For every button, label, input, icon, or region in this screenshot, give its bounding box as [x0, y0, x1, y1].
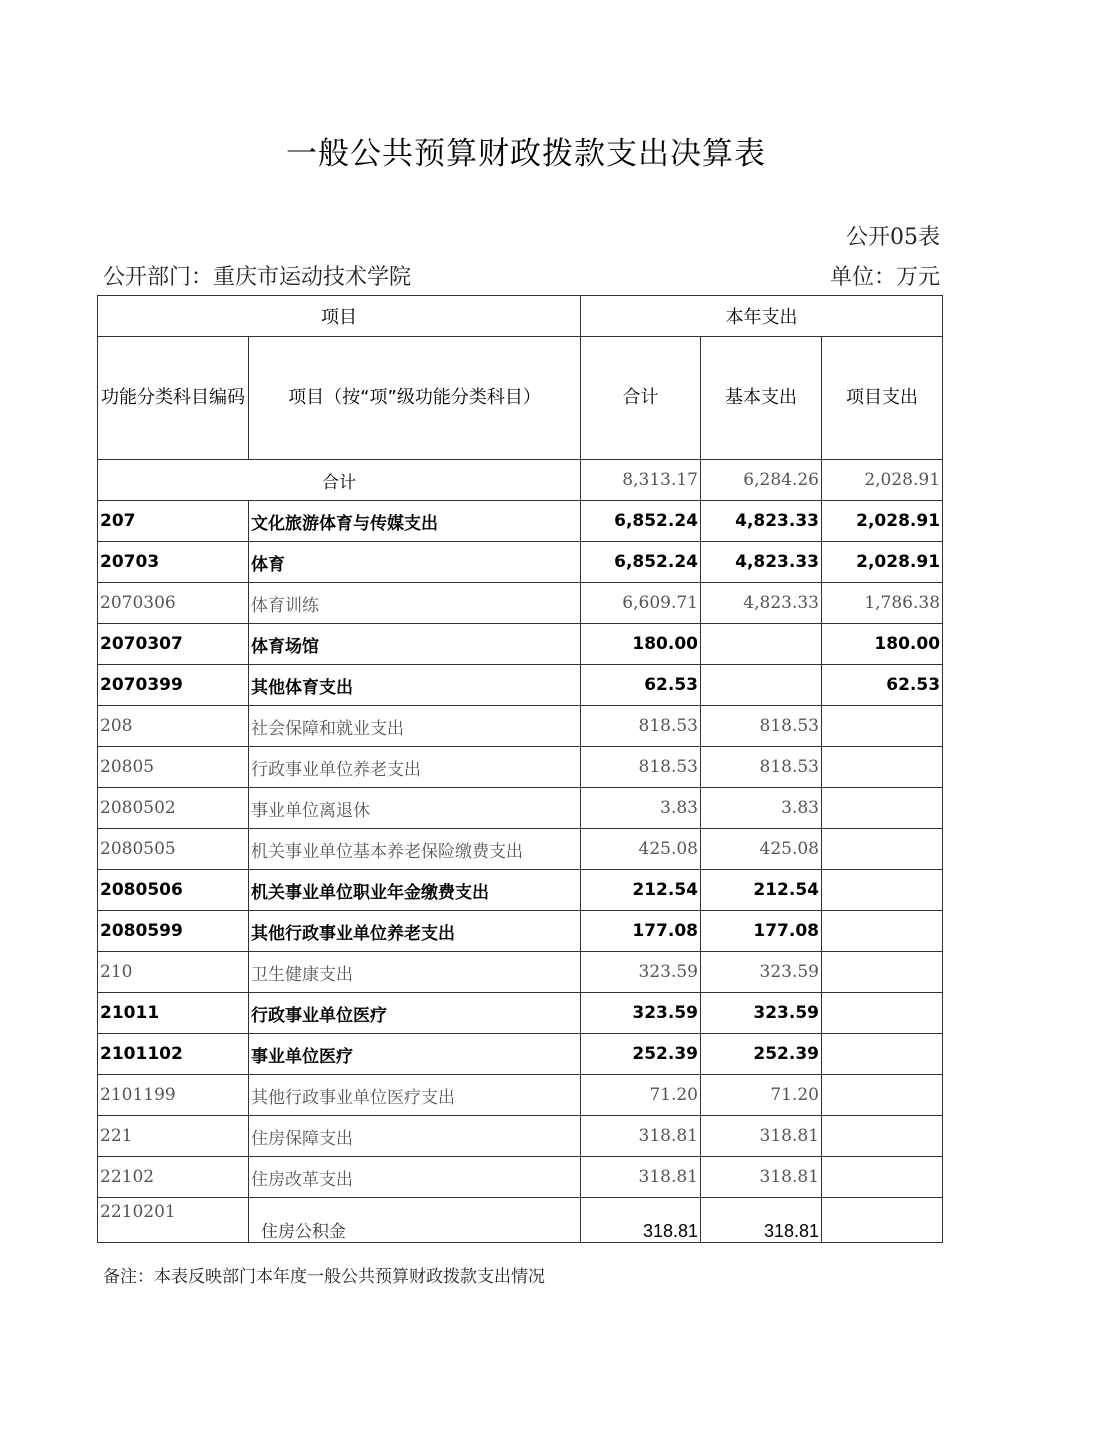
row-code: 2080505 [98, 829, 249, 870]
department-label: 公开部门：重庆市运动技术学院 [103, 265, 412, 290]
row-name: 事业单位离退休 [249, 788, 581, 829]
table-row [98, 1198, 943, 1243]
row-basic: 177.08 [701, 911, 822, 952]
row-basic: 318.81 [701, 1157, 822, 1198]
row-basic: 4,823.33 [701, 501, 822, 542]
row-project [822, 952, 943, 993]
table-row [98, 1116, 943, 1157]
row-name: 行政事业单位养老支出 [249, 747, 581, 788]
row-project: 1,786.38 [822, 583, 943, 624]
row-total: 6,852.24 [581, 542, 701, 583]
row-name: 体育训练 [249, 583, 581, 624]
row-name: 卫生健康支出 [249, 952, 581, 993]
row-basic: 323.59 [701, 952, 822, 993]
header-basic: 基本支出 [701, 337, 822, 460]
row-name: 文化旅游体育与传媒支出 [249, 501, 581, 542]
row-project [822, 706, 943, 747]
row-code: 2080506 [98, 870, 249, 911]
row-total: 212.54 [581, 870, 701, 911]
table-row [98, 993, 943, 1034]
header-total: 合计 [581, 337, 701, 460]
row-project [822, 747, 943, 788]
row-code: 221 [98, 1116, 249, 1157]
row-project [822, 1198, 943, 1243]
row-total: 6,609.71 [581, 583, 701, 624]
row-basic: 252.39 [701, 1034, 822, 1075]
header-row-top [98, 296, 943, 337]
row-code: 208 [98, 706, 249, 747]
header-year-expense: 本年支出 [581, 296, 943, 337]
table-row [98, 829, 943, 870]
row-basic [701, 665, 822, 706]
row-basic: 318.81 [701, 1116, 822, 1157]
row-project: 62.53 [822, 665, 943, 706]
row-project [822, 1075, 943, 1116]
row-project [822, 788, 943, 829]
row-total: 425.08 [581, 829, 701, 870]
row-total: 177.08 [581, 911, 701, 952]
row-project [822, 993, 943, 1034]
row-name: 其他行政事业单位医疗支出 [249, 1075, 581, 1116]
row-code: 2070399 [98, 665, 249, 706]
row-basic: 4,823.33 [701, 542, 822, 583]
table-row [98, 911, 943, 952]
total-basic: 6,284.26 [701, 460, 822, 501]
table-row [98, 665, 943, 706]
table-row [98, 1034, 943, 1075]
row-name: 其他行政事业单位养老支出 [249, 911, 581, 952]
row-basic: 323.59 [701, 993, 822, 1034]
total-project: 2,028.91 [822, 460, 943, 501]
row-project: 2,028.91 [822, 501, 943, 542]
row-name: 体育场馆 [249, 624, 581, 665]
row-basic: 818.53 [701, 747, 822, 788]
row-total: 62.53 [581, 665, 701, 706]
row-total: 318.81 [581, 1198, 701, 1243]
row-total: 318.81 [581, 1116, 701, 1157]
header-name: 项目（按“项”级功能分类科目） [249, 337, 581, 460]
header-item: 项目 [98, 296, 581, 337]
row-code: 22102 [98, 1157, 249, 1198]
table-row [98, 747, 943, 788]
unit-label: 单位：万元 [829, 265, 940, 290]
row-basic: 318.81 [701, 1198, 822, 1243]
row-total: 318.81 [581, 1157, 701, 1198]
row-basic: 3.83 [701, 788, 822, 829]
row-project [822, 911, 943, 952]
row-project [822, 829, 943, 870]
row-total: 180.00 [581, 624, 701, 665]
table-row [98, 501, 943, 542]
total-label: 合计 [98, 460, 581, 501]
row-name: 事业单位医疗 [249, 1034, 581, 1075]
row-total: 818.53 [581, 706, 701, 747]
table-row [98, 1075, 943, 1116]
row-total: 3.83 [581, 788, 701, 829]
footnote: 备注：本表反映部门本年度一般公共预算财政拨款支出情况 [103, 1267, 545, 1287]
total-row [98, 460, 943, 501]
row-basic: 4,823.33 [701, 583, 822, 624]
row-name: 体育 [249, 542, 581, 583]
row-total: 6,852.24 [581, 501, 701, 542]
row-name: 行政事业单位医疗 [249, 993, 581, 1034]
row-name: 其他体育支出 [249, 665, 581, 706]
row-total: 323.59 [581, 952, 701, 993]
row-name: 住房改革支出 [249, 1157, 581, 1198]
row-code: 21011 [98, 993, 249, 1034]
row-code: 2070306 [98, 583, 249, 624]
row-project: 2,028.91 [822, 542, 943, 583]
row-basic: 425.08 [701, 829, 822, 870]
row-project [822, 1116, 943, 1157]
budget-table [97, 295, 943, 1243]
row-project [822, 1157, 943, 1198]
row-code: 207 [98, 501, 249, 542]
row-total: 818.53 [581, 747, 701, 788]
header-code: 功能分类科目编码 [98, 337, 249, 460]
table-row [98, 583, 943, 624]
row-name: 住房公积金 [249, 1198, 581, 1243]
table-row [98, 870, 943, 911]
total-total: 8,313.17 [581, 460, 701, 501]
row-code: 210 [98, 952, 249, 993]
table-row [98, 952, 943, 993]
row-code: 20805 [98, 747, 249, 788]
page-title: 一般公共预算财政拨款支出决算表 [286, 136, 766, 172]
table-row [98, 788, 943, 829]
table-row [98, 542, 943, 583]
header-project: 项目支出 [822, 337, 943, 460]
table-row [98, 624, 943, 665]
row-code: 20703 [98, 542, 249, 583]
table-row [98, 706, 943, 747]
row-name: 住房保障支出 [249, 1116, 581, 1157]
header-row-columns [98, 337, 943, 460]
row-project: 180.00 [822, 624, 943, 665]
row-total: 252.39 [581, 1034, 701, 1075]
row-code: 2101199 [98, 1075, 249, 1116]
form-number: 公开05表 [846, 225, 940, 250]
row-project [822, 870, 943, 911]
row-total: 71.20 [581, 1075, 701, 1116]
row-basic [701, 624, 822, 665]
row-basic: 818.53 [701, 706, 822, 747]
row-name: 机关事业单位基本养老保险缴费支出 [249, 829, 581, 870]
row-project [822, 1034, 943, 1075]
row-code: 2101102 [98, 1034, 249, 1075]
row-name: 社会保障和就业支出 [249, 706, 581, 747]
row-basic: 71.20 [701, 1075, 822, 1116]
row-name: 机关事业单位职业年金缴费支出 [249, 870, 581, 911]
row-basic: 212.54 [701, 870, 822, 911]
row-code: 2080599 [98, 911, 249, 952]
row-code: 2080502 [98, 788, 249, 829]
table-row [98, 1157, 943, 1198]
row-code: 2070307 [98, 624, 249, 665]
row-code: 2210201 [98, 1198, 249, 1243]
row-total: 323.59 [581, 993, 701, 1034]
